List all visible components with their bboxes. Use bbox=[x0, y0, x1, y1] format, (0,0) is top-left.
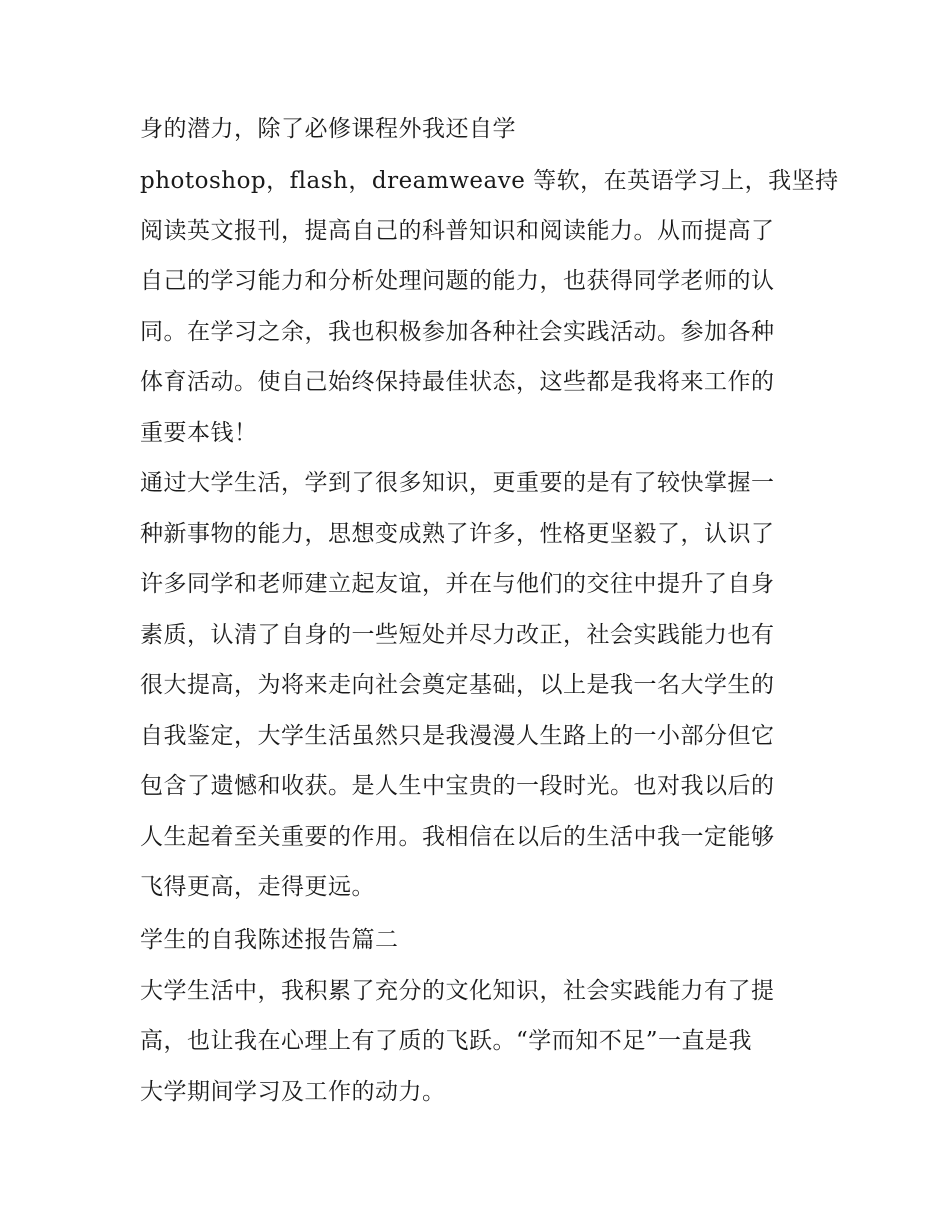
text-line: 高，也让我在心理上有了质的飞跃。“学而知不足”一直是我 bbox=[140, 1028, 753, 1054]
text-line: 很大提高，为将来走向社会奠定基础，以上是我一名大学生的 bbox=[140, 672, 775, 698]
text-line: 飞得更高，走得更远。 bbox=[140, 874, 375, 900]
text-line: 许多同学和老师建立起友谊，并在与他们的交往中提升了自身 bbox=[140, 571, 775, 597]
text-line: 素质，认清了自身的一些短处并尽力改正，社会实践能力也有 bbox=[140, 622, 775, 648]
text-line: 通过大学生活，学到了很多知识，更重要的是有了较快掌握一 bbox=[140, 470, 775, 496]
text-line: 大学期间学习及工作的动力。 bbox=[140, 1079, 446, 1105]
text-line: 自我鉴定，大学生活虽然只是我漫漫人生路上的一小部分但它 bbox=[140, 723, 775, 749]
section-heading: 学生的自我陈述报告篇二 bbox=[140, 927, 399, 953]
text-line: 种新事物的能力，思想变成熟了许多，性格更坚毅了，认识了 bbox=[140, 521, 775, 547]
text-line: photoshop，flash，dreamweave 等软，在英语学习上，我坚持 bbox=[140, 168, 839, 194]
text-line: 身的潜力，除了必修课程外我还自学 bbox=[140, 116, 516, 142]
text-line: 阅读英文报刊，提高自己的科普知识和阅读能力。从而提高了 bbox=[140, 218, 775, 244]
text-line: 自己的学习能力和分析处理问题的能力，也获得同学老师的认 bbox=[140, 268, 775, 294]
text-line: 大学生活中，我积累了充分的文化知识，社会实践能力有了提 bbox=[140, 978, 775, 1004]
text-line: 重要本钱！ bbox=[140, 420, 258, 446]
text-line: 同。在学习之余，我也积极参加各种社会实践活动。参加各种 bbox=[140, 319, 775, 345]
text-line: 人生起着至关重要的作用。我相信在以后的生活中我一定能够 bbox=[140, 824, 775, 850]
text-line: 体育活动。使自己始终保持最佳状态，这些都是我将来工作的 bbox=[140, 369, 775, 395]
text-line: 包含了遗憾和收获。是人生中宝贵的一段时光。也对我以后的 bbox=[140, 773, 775, 799]
